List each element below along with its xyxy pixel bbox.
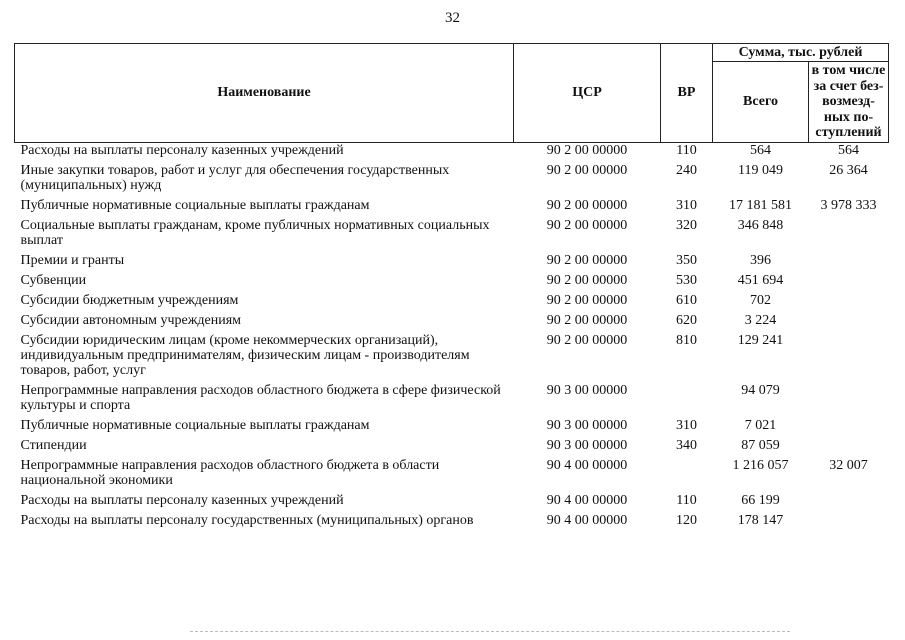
- cell-csr: 90 2 00 00000: [546, 292, 628, 308]
- cell-total: 451 694: [737, 272, 784, 288]
- cell-vr: 310: [676, 197, 697, 213]
- cell-total: 396: [750, 252, 771, 268]
- table-body: [15, 142, 889, 533]
- cell-bez: 26 364: [829, 162, 868, 178]
- cell-bez: [809, 493, 889, 513]
- cell-bez: [809, 273, 889, 293]
- budget-table: [14, 43, 889, 533]
- cell-bez: 32 007: [829, 457, 868, 473]
- cell-total: 66 199: [741, 492, 780, 508]
- cell-bez: 3 978 333: [820, 197, 877, 213]
- cell-total: 119 049: [738, 162, 783, 178]
- cell-csr: 90 4 00 00000: [546, 512, 628, 528]
- cell-vr: 120: [676, 512, 697, 528]
- cell-vr: 810: [676, 332, 697, 348]
- table-row: [15, 142, 889, 163]
- cell-total: 17 181 581: [729, 197, 792, 213]
- cell-vr: 340: [676, 437, 697, 453]
- cell-vr: 110: [676, 492, 697, 508]
- cell-name: Иные закупки товаров, работ и услуг для обеспечения государственных (муниципальных) нужд: [20, 162, 450, 193]
- cell-total: 702: [750, 292, 771, 308]
- cell-total: 129 241: [737, 332, 784, 348]
- cell-bez: [809, 513, 889, 533]
- cell-bez: [809, 333, 889, 383]
- cell-bez: [809, 218, 889, 253]
- cell-csr: 90 2 00 00000: [546, 142, 628, 158]
- cell-total: 3 224: [744, 312, 777, 328]
- cell-vr: 620: [676, 312, 697, 328]
- cell-name: Субвенции: [20, 272, 87, 288]
- cell-vr: 320: [676, 217, 697, 233]
- table-row: [15, 438, 889, 458]
- table-row: [15, 253, 889, 273]
- table-header: [15, 44, 889, 143]
- cell-name: Расходы на выплаты персоналу казенных учреждений: [20, 142, 344, 158]
- cell-csr: 90 3 00 00000: [546, 437, 628, 453]
- cell-csr: 90 2 00 00000: [546, 312, 628, 328]
- cell-name: Непрограммные направления расходов областного бюджета в области национальной экономики: [20, 457, 440, 488]
- table-row: [15, 293, 889, 313]
- cell-name: Стипендии: [20, 437, 87, 453]
- cell-csr: 90 2 00 00000: [546, 252, 628, 268]
- cell-bez: [809, 293, 889, 313]
- cell-vr: 110: [676, 142, 697, 158]
- cell-bez: [809, 438, 889, 458]
- table-row: [15, 458, 889, 493]
- header-csr: ЦСР: [514, 44, 661, 143]
- cell-name: Непрограммные направления расходов областного бюджета в сфере физической культуры и спорта: [20, 382, 501, 413]
- table-row: [15, 198, 889, 218]
- table-row: [15, 333, 889, 383]
- cell-vr: 530: [676, 272, 697, 288]
- cell-csr: 90 2 00 00000: [546, 332, 628, 348]
- cell-vr: [661, 458, 713, 493]
- cell-csr: 90 4 00 00000: [546, 457, 628, 473]
- cell-vr: 240: [676, 162, 697, 178]
- table-row: [15, 218, 889, 253]
- cell-name: Социальные выплаты гражданам, кроме публичных нормативных социальных выплат: [20, 217, 490, 248]
- cell-name: Субсидии автономным учреждениям: [20, 312, 242, 328]
- header-sum: Сумма, тыс. рублей: [713, 44, 889, 62]
- cell-total: 7 021: [744, 417, 777, 433]
- page-number: 32: [445, 10, 460, 26]
- cell-vr: 310: [676, 417, 697, 433]
- cell-name: Премии и гранты: [20, 252, 125, 268]
- cell-bez: [809, 418, 889, 438]
- header-name: Наименование: [15, 44, 514, 143]
- cell-csr: 90 4 00 00000: [546, 492, 628, 508]
- table-row: [15, 418, 889, 438]
- cell-total: 94 079: [741, 382, 780, 398]
- cell-csr: 90 2 00 00000: [546, 272, 628, 288]
- cell-csr: 90 2 00 00000: [546, 197, 628, 213]
- page-bottom-divider: [190, 631, 790, 632]
- cell-csr: 90 2 00 00000: [546, 162, 628, 178]
- header-total: Всего: [713, 62, 809, 143]
- header-vr: ВР: [661, 44, 713, 143]
- table-row: [15, 383, 889, 418]
- cell-bez: [809, 313, 889, 333]
- cell-total: 346 848: [737, 217, 784, 233]
- cell-total: 87 059: [741, 437, 780, 453]
- table-row: [15, 273, 889, 293]
- cell-bez: [809, 383, 889, 418]
- header-bez: в том числе за счет без- возмезд- ных по- ступлений: [809, 62, 889, 143]
- cell-total: 178 147: [737, 512, 784, 528]
- cell-csr: 90 2 00 00000: [546, 217, 628, 233]
- cell-name: Субсидии юридическим лицам (кроме некоммерческих организаций), индивидуальным предпринимателям, физическим лицам - производителям товаров, работ, услуг: [20, 332, 470, 378]
- table-row: [15, 163, 889, 198]
- cell-bez: 564: [838, 142, 859, 158]
- table-row: [15, 313, 889, 333]
- cell-name: Публичные нормативные социальные выплаты гражданам: [20, 417, 370, 433]
- cell-name: Субсидии бюджетным учреждениям: [20, 292, 239, 308]
- table-row: [15, 493, 889, 513]
- cell-name: Расходы на выплаты персоналу государственных (муниципальных) органов: [20, 512, 474, 528]
- cell-name: Публичные нормативные социальные выплаты гражданам: [20, 197, 370, 213]
- cell-vr: [661, 383, 713, 418]
- cell-name: Расходы на выплаты персоналу казенных учреждений: [20, 492, 344, 508]
- cell-vr: 350: [676, 252, 697, 268]
- table-row: [15, 513, 889, 533]
- cell-total: 564: [750, 142, 771, 158]
- cell-bez: [809, 253, 889, 273]
- cell-csr: 90 3 00 00000: [546, 382, 628, 398]
- cell-total: 1 216 057: [732, 457, 789, 473]
- cell-vr: 610: [676, 292, 697, 308]
- cell-csr: 90 3 00 00000: [546, 417, 628, 433]
